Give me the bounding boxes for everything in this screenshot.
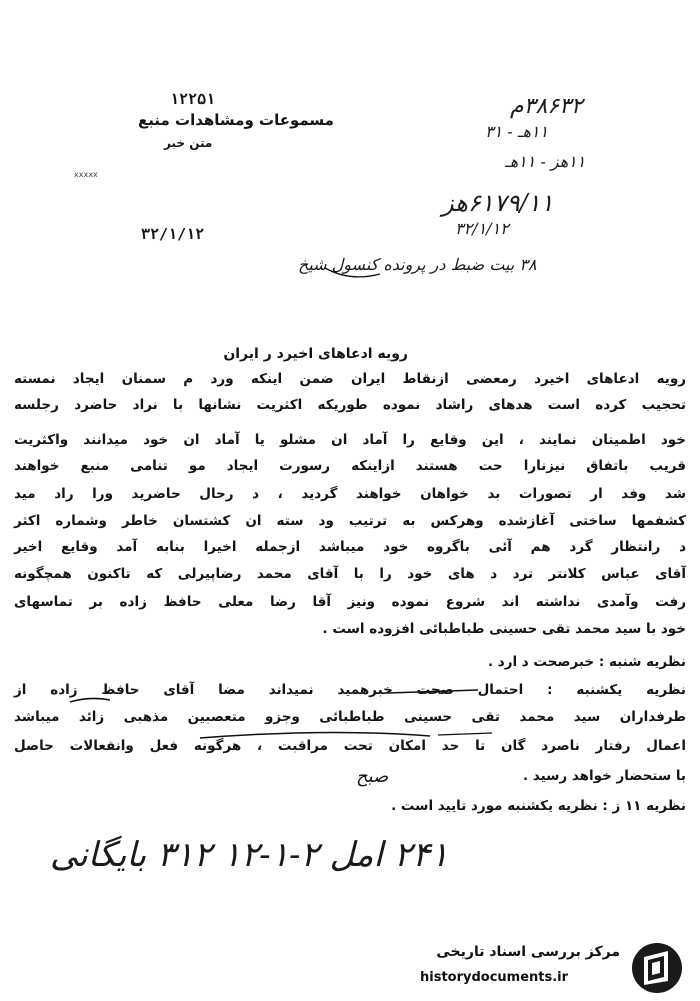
body-line: د رانتظار گرد هم آئی باگروه خود میباشد ازجمله اخیرا بنابه آمد وقایع اخیر — [14, 539, 686, 555]
reference-line-2: ۱۱هـ - ۳۱ — [485, 122, 549, 141]
center-logo-icon — [630, 941, 684, 995]
reference-line-4: ۶۱۷۹/۱۱هز — [442, 189, 554, 217]
opinion-saturday: نظریه شنبه : خبرصحت د ارد . — [487, 654, 686, 670]
body-line: قریب باتفاق نیزنارا حت هستند ازاینکه رسورت ایجاد مو تنامی منبع خواهند — [14, 458, 686, 474]
body-line: رفت وآمدی نداشته اند شروع نموده ونیز آقا رضا معلی حافظ زاده بر تماسهای — [14, 594, 686, 610]
body-line: کشفمها ساختی آغازشده وهرکس به ترتیب ود سته ان کشتسان خاطر وشماره اکثر — [14, 513, 686, 529]
header-dots: xxxxx — [74, 170, 98, 179]
opinion-sunday-line: نظریه یکشنبه : احتمال صحت خبرهمید نمیداند مضا آقای حافظ زاده از — [14, 682, 686, 698]
body-line: خود اطمینان نمایند ، این وقایع را آماد ان مشلو یا آماد ان خود میدانند واکثریت — [14, 432, 686, 448]
reference-date: ۳۲/۱/۱۲ — [455, 219, 509, 238]
opinion-sunday-line: طرفداران سید محمد تقی حسینی طباطبائی وجزو متعصبین مذهبی زائد میباشد — [14, 709, 686, 725]
body-line: شد وفد ار تصورات بد خواهان خواهند گردید ، د رحال حاضرید ورا راد مید — [14, 486, 686, 502]
body-line: تحجیب کرده است هدهای راشاد نموده طوریکه اکثریت نشانها با نراد حاضرد رجلسه — [14, 397, 686, 413]
opinion-final: نظریه ۱۱ ز : نظریه یکشنبه مورد تایید است . — [391, 798, 686, 814]
document-title: رویه ادعاهای اخیرد ر ایران — [223, 346, 408, 362]
body-line: خود با سید محمد تقی حسینی طباطبائی افزوده است . — [322, 621, 686, 637]
reference-line-3: ۱۱هز - ۱۱هـ — [505, 152, 586, 171]
header-subtitle: متن خبر — [164, 136, 213, 150]
document-number: ۱۲۲۵۱ — [170, 90, 216, 108]
opinion-sunday-line: با ستحضار خواهد رسید . — [522, 768, 686, 784]
watermark-name: مرکز بررسی اسناد تاریخی — [436, 944, 620, 960]
watermark-url: historydocuments.ir — [420, 970, 569, 985]
body-line: رویه ادعاهای اخیرد رمعضی ازنقاط ایران ضمن اینکه ورد م سمنان ایجاد نمسته — [14, 371, 686, 387]
body-line: آقای عباس کلانتر ترد د های خود را با آقای محمد رضاپیرلی که تاکنون همچگونه — [14, 566, 686, 582]
header-date: ۳۲/۱/۱۲ — [141, 225, 205, 243]
opinion-sunday-line: اعمال رفتار ناصرد گان تا حد امکان تحت مراقبت ، هرگونه فعل وانفعالات حاصل — [14, 738, 686, 754]
archive-handwritten-code: ۲۴۱ امل ۲-۱-۱۲ ۳۱۲ بایگانی — [50, 835, 449, 875]
reference-line-1: ۳۸۶۳۲م — [510, 94, 583, 119]
header-title: مسموعات ومشاهدات منبع — [138, 111, 334, 129]
archive-note: ۳۸ بیت ضبط در پرونده کنسول شیخ — [298, 255, 537, 274]
initial-mark: صبح — [356, 766, 389, 787]
